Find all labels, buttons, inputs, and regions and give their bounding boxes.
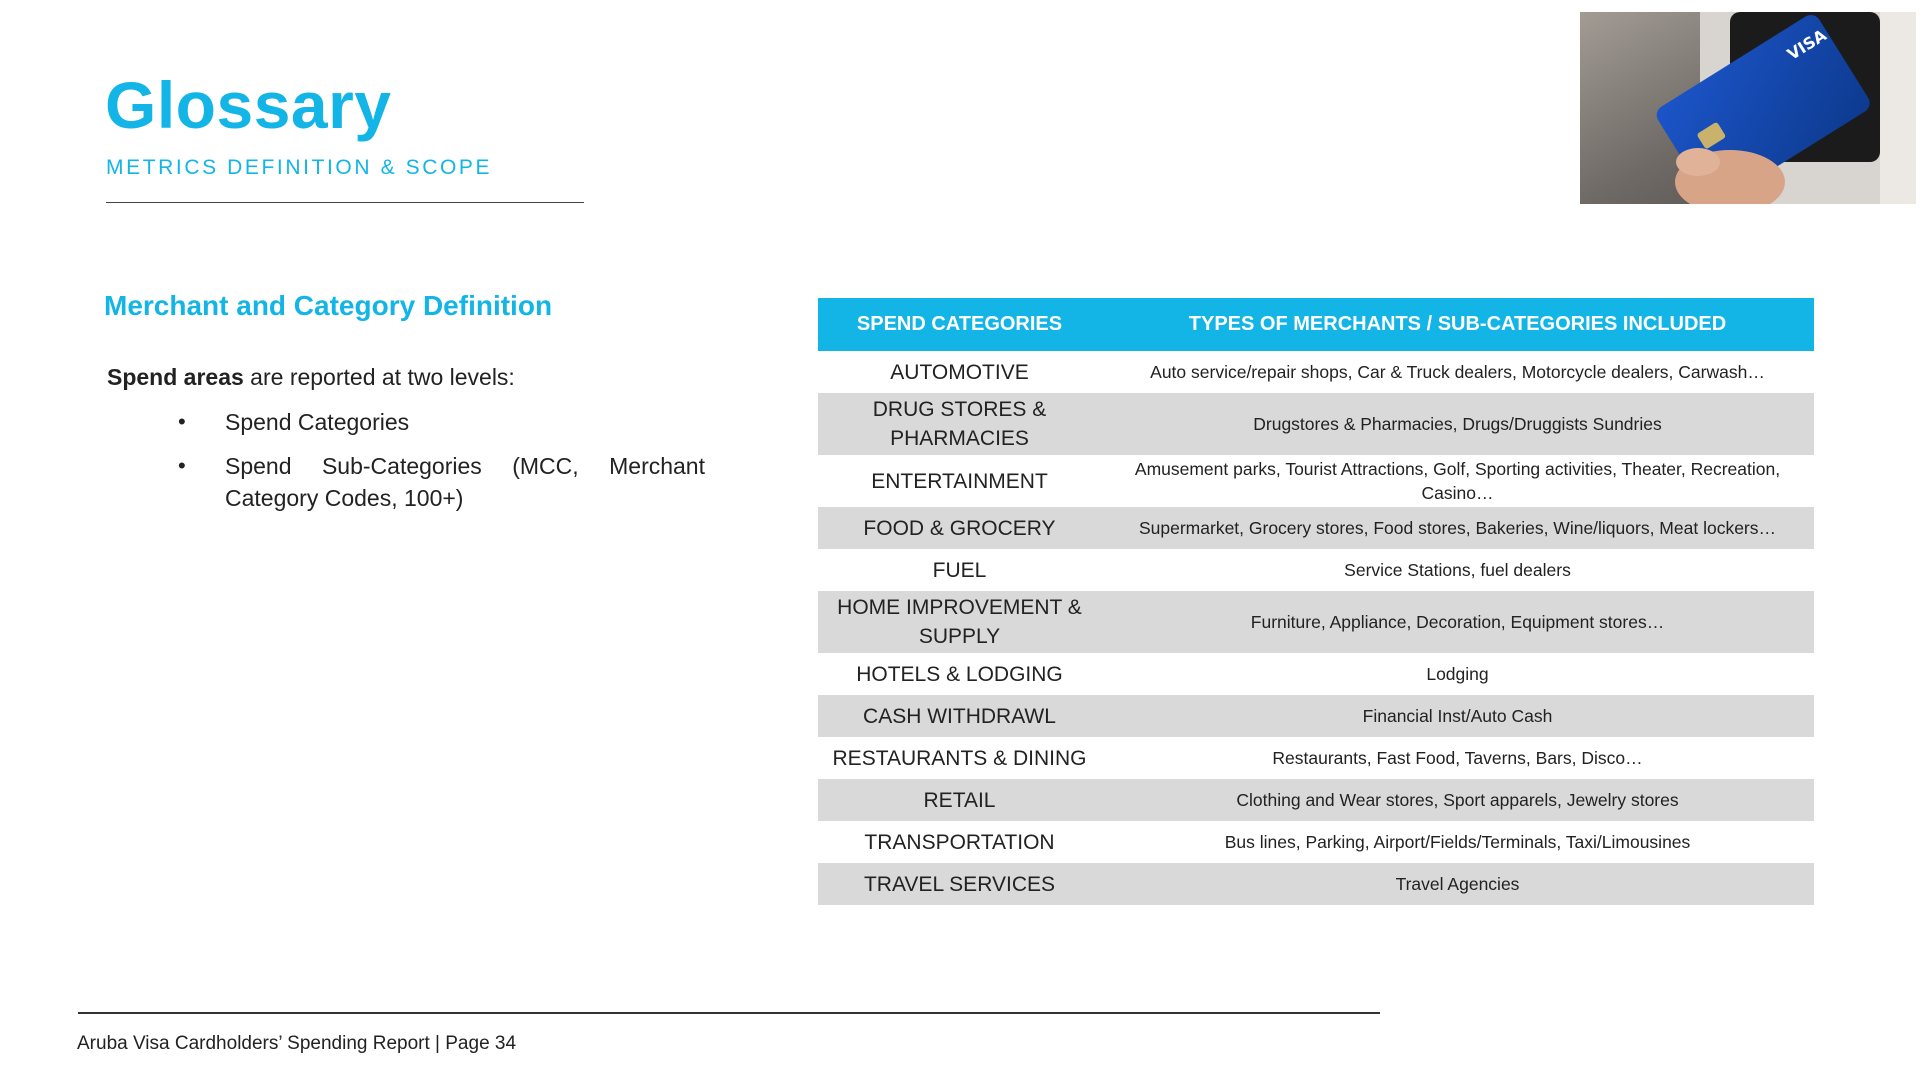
category-cell: FOOD & GROCERY [818, 507, 1101, 549]
column-header-types: TYPES OF MERCHANTS / SUB-CATEGORIES INCLUDED [1101, 298, 1814, 351]
table-row [818, 821, 1814, 863]
types-cell: Bus lines, Parking, Airport/Fields/Terminals, Taxi/Limousines [1224, 832, 1691, 852]
category-cell: HOME IMPROVEMENT & SUPPLY [818, 591, 1101, 653]
bullet-icon: • [178, 453, 186, 478]
list-item [170, 406, 690, 438]
category-cell: CASH WITHDRAWL [818, 695, 1101, 737]
types-cell: Restaurants, Fast Food, Taverns, Bars, Disco… [1272, 748, 1643, 768]
table-row [818, 779, 1814, 821]
types-cell: Travel Agencies [1101, 863, 1814, 905]
intro-bold: Spend areas [107, 364, 244, 390]
list-item [170, 450, 705, 514]
category-cell: HOTELS & LODGING [856, 662, 1063, 686]
table-row [818, 393, 1814, 455]
types-cell: Financial Inst/Auto Cash [1101, 695, 1814, 737]
table-row [818, 863, 1814, 905]
category-cell: FUEL [932, 558, 987, 582]
types-cell: Auto service/repair shops, Car & Truck dealers, Motorcycle dealers, Carwash… [1150, 362, 1765, 382]
title-divider [106, 202, 584, 203]
table-row [818, 653, 1814, 695]
types-cell: Lodging [1426, 664, 1489, 684]
bullet-icon: • [178, 409, 186, 434]
page-title: Glossary [105, 68, 392, 142]
table-row [818, 507, 1814, 549]
table-row [818, 455, 1814, 507]
category-cell: TRAVEL SERVICES [818, 863, 1101, 905]
types-cell: Amusement parks, Tourist Attractions, Golf, Sporting activities, Theater, Recreation, Casino… [1134, 459, 1781, 503]
category-cell: ENTERTAINMENT [871, 469, 1048, 493]
spend-categories-table [818, 298, 1814, 905]
types-cell: Drugstores & Pharmacies, Drugs/Druggists Sundries [1101, 393, 1814, 455]
types-cell: Clothing and Wear stores, Sport apparels, Jewelry stores [1101, 779, 1814, 821]
column-header-category: SPEND CATEGORIES [818, 298, 1101, 351]
category-cell: RETAIL [818, 779, 1101, 821]
types-cell: Supermarket, Grocery stores, Food stores, Bakeries, Wine/liquors, Meat lockers… [1101, 507, 1814, 549]
table-row [818, 695, 1814, 737]
intro-text [107, 364, 515, 391]
bullet-list [170, 406, 705, 526]
table-row [818, 591, 1814, 653]
category-cell: AUTOMOTIVE [890, 360, 1029, 384]
table-row [818, 351, 1814, 393]
types-cell: Service Stations, fuel dealers [1344, 560, 1571, 580]
types-cell: Furniture, Appliance, Decoration, Equipment stores… [1101, 591, 1814, 653]
category-cell: DRUG STORES & PHARMACIES [818, 393, 1101, 455]
category-cell: TRANSPORTATION [864, 830, 1055, 854]
table-header-row [818, 298, 1814, 351]
visa-logo-text: VISA [1783, 25, 1830, 64]
bullet-text: Spend Sub-Categories (MCC, Merchant Category Codes, 100+) [225, 453, 705, 511]
footer-text: Aruba Visa Cardholders’ Spending Report | Page 34 [77, 1033, 517, 1054]
table-row [818, 737, 1814, 779]
section-heading: Merchant and Category Definition [104, 290, 553, 321]
visa-card-photo [1580, 12, 1916, 204]
footer-divider [78, 1012, 1380, 1014]
page-subtitle: METRICS DEFINITION & SCOPE [106, 156, 493, 179]
bullet-text: Spend Categories [225, 409, 410, 435]
table-row [818, 549, 1814, 591]
intro-rest: are reported at two levels: [243, 364, 515, 390]
category-cell: RESTAURANTS & DINING [832, 746, 1087, 770]
